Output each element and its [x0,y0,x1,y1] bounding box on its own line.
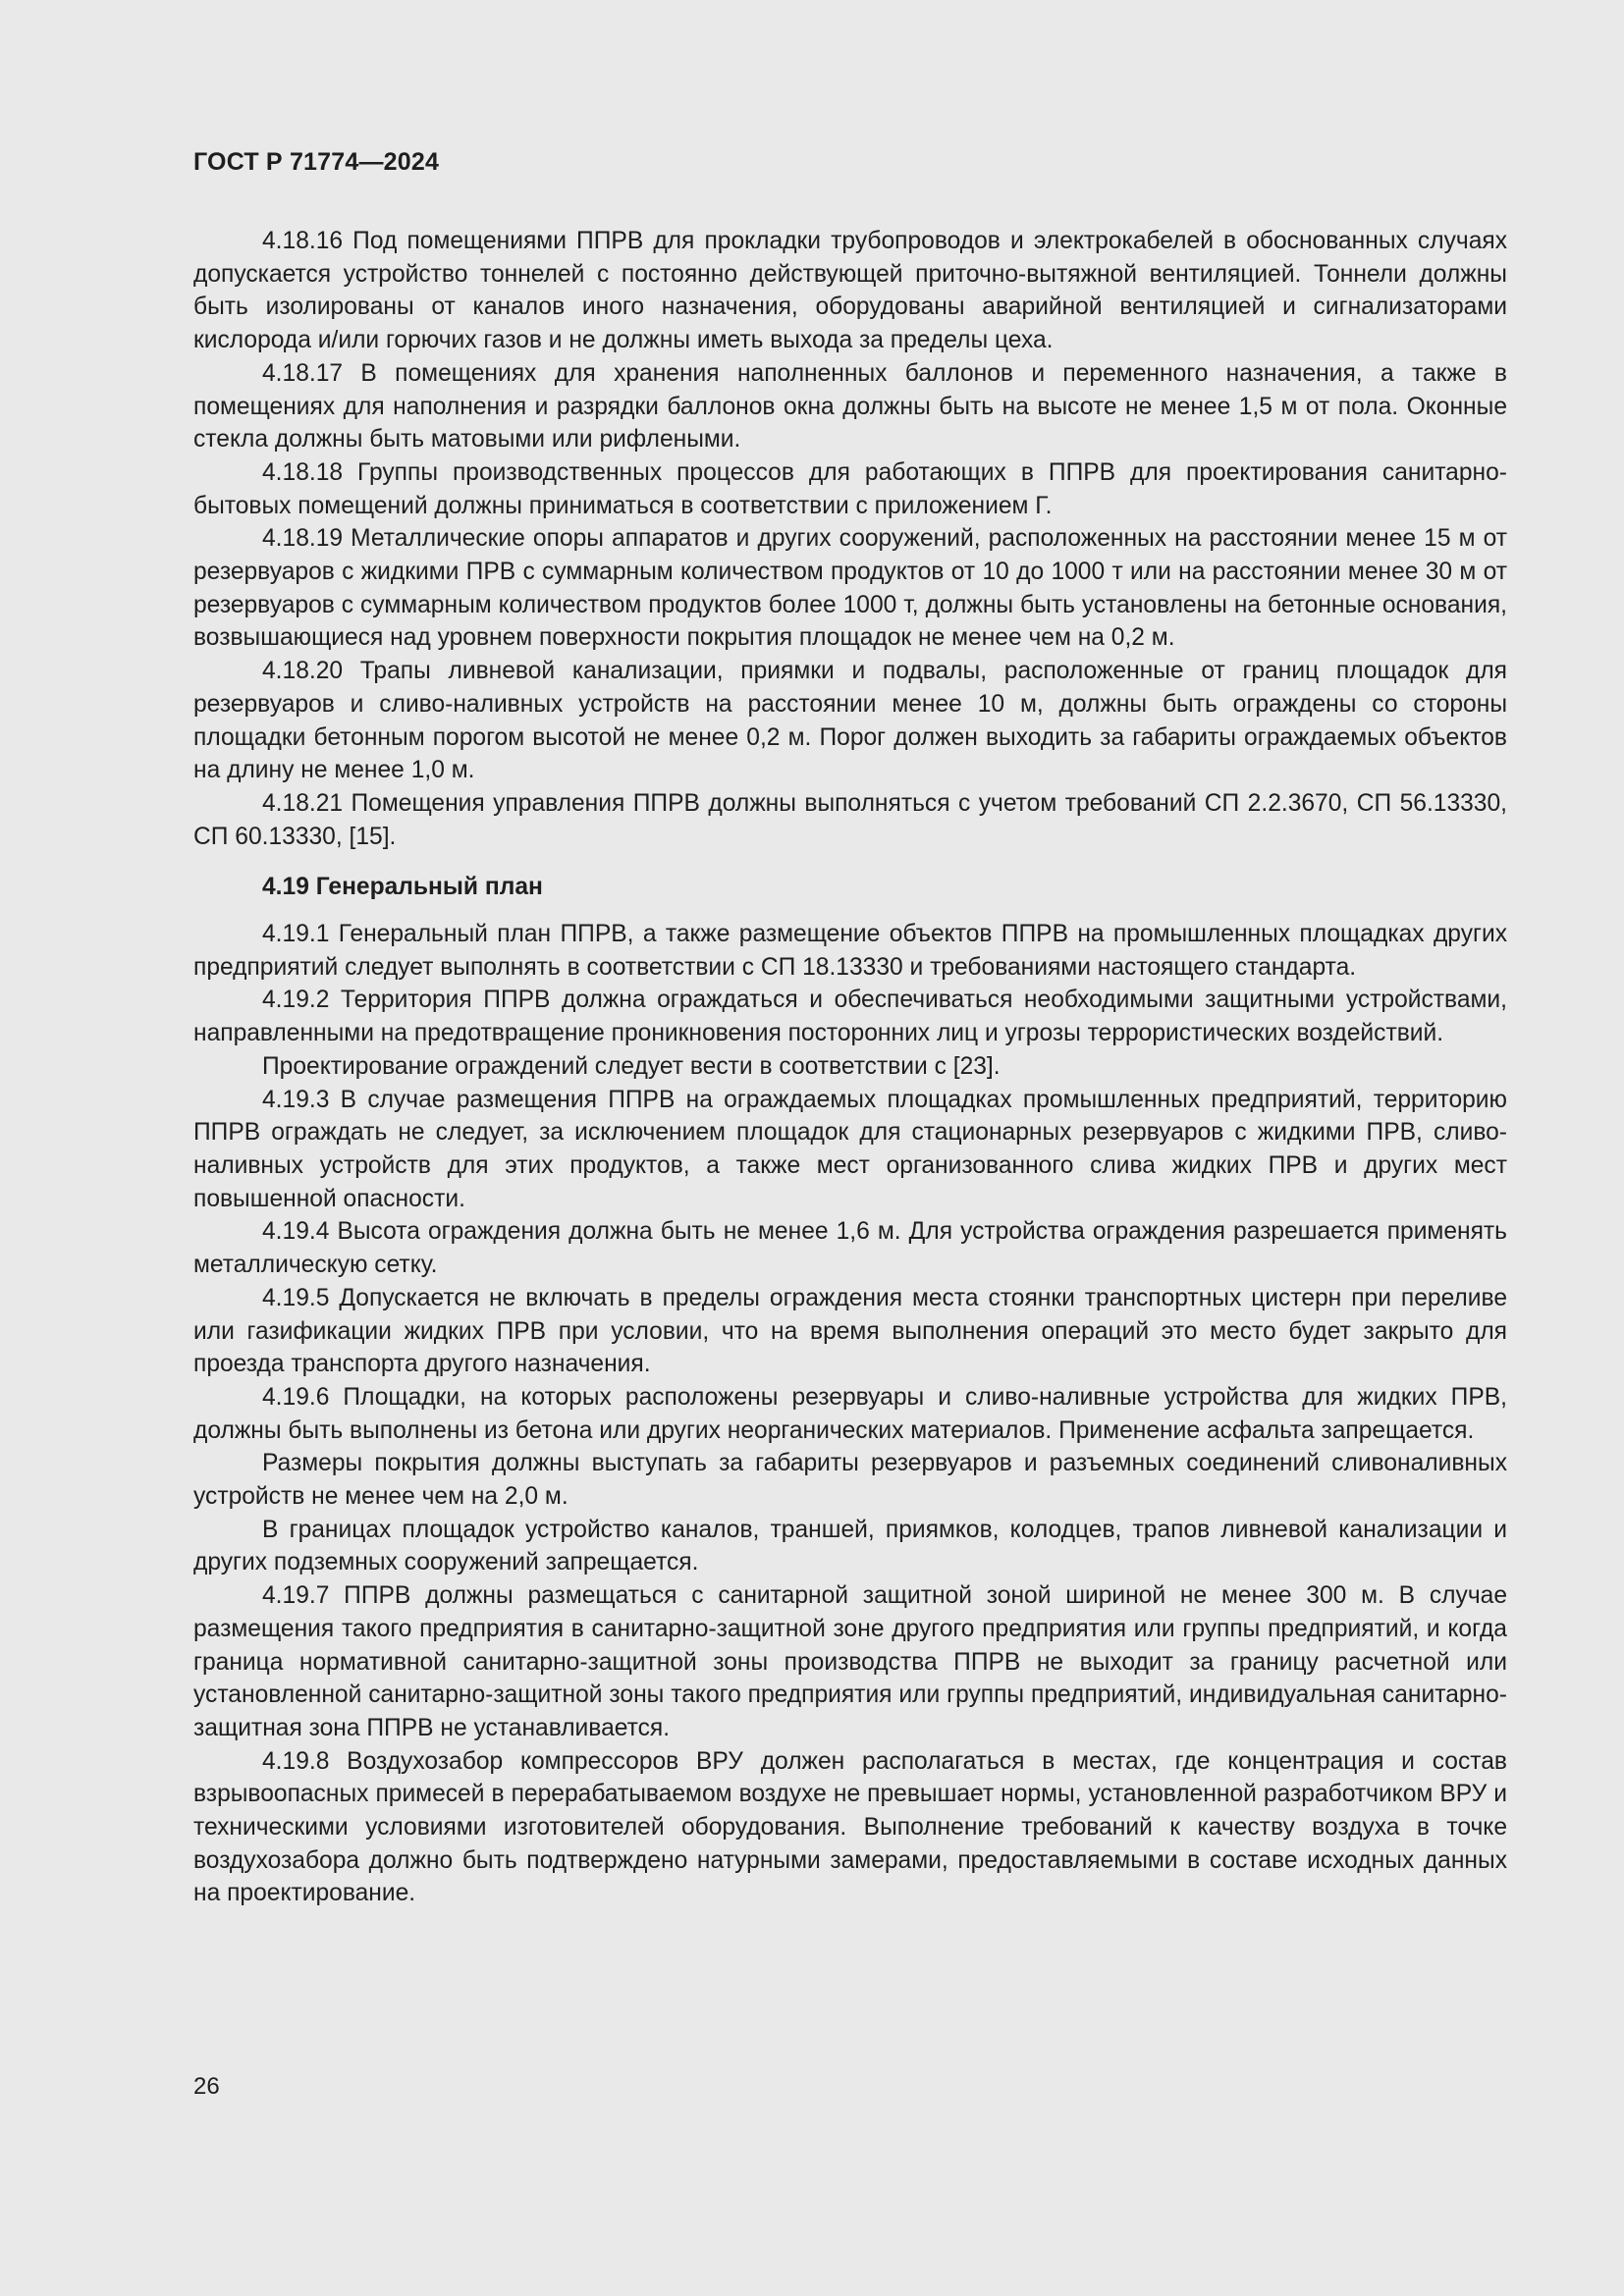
paragraph-4-18-17: 4.18.17 В помещениях для хранения наполненных баллонов и переменного назначения, а также в помещениях для наполнения и разрядки баллонов окна должны быть на высоте не менее 1,5 м от пола. Оконные стекла должны быть матовыми или рифлеными. [193,359,1507,454]
paragraph-4-19-6: 4.19.6 Площадки, на которых расположены резервуары и сливо-наливные устройства для жидких ПРВ, должны быть выполнены из бетона или других неорганических материалов. Применение асфальта запрещается. [193,1383,1507,1444]
paragraph-coating-size: Размеры покрытия должны выступать за габариты резервуаров и разъемных соединений сливоналивных устройств не менее чем на 2,0 м. [193,1450,1507,1511]
paragraph-4-18-16: 4.18.16 Под помещениями ППРВ для прокладки трубопроводов и электрокабелей в обоснованных случаях допускается устройство тоннелей с постоянно действующей приточно-вытяжной вентиляцией. Тоннели должны быть изолированы от каналов иного назначения, оборудованы аварийной вентиляцией и сигнализаторами кислорода и/или горючих газов и не должны иметь выхода за пределы цеха. [193,228,1507,354]
paragraph-4-19-7: 4.19.7 ППРВ должны размещаться с санитарной защитной зоной шириной не менее 300 м. В случае размещения такого предприятия в санитарно-защитной зоне другого предприятия или группы предприятий, и когда граница нормативной санитарно-защитной зоны производства ППРВ не выходит за границу расчетной или установленной санитарно-защитной зоны такого предприятия или группы предприятий, индивидуальная санитарно-защитная зона ППРВ не устанавливается. [193,1582,1507,1741]
document-header: ГОСТ Р 71774—2024 [193,148,440,176]
paragraph-4-19-3: 4.19.3 В случае размещения ППРВ на ограждаемых площадках промышленных предприятий, территорию ППРВ ограждать не следует, за исключением площадок для стационарных резервуаров с жидкими ПРВ, сливо-наливных устройств для этих продуктов, а также мест организованного слива жидких ПРВ и других мест повышенной опасности. [193,1086,1507,1212]
section-heading-4-19: 4.19 Генеральный план [262,874,543,901]
paragraph-4-19-4: 4.19.4 Высота ограждения должна быть не менее 1,6 м. Для устройства ограждения разрешается применять металлическую сетку. [193,1218,1507,1279]
paragraph-4-19-1: 4.19.1 Генеральный план ППРВ, а также размещение объектов ППРВ на промышленных площадках других предприятий следует выполнять в соответствии с СП 18.13330 и требованиями настоящего стандарта. [193,921,1507,981]
paragraph-4-18-20: 4.18.20 Трапы ливневой канализации, приямки и подвалы, расположенные от границ площадок для резервуаров и сливо-наливных устройств на расстоянии менее 10 м, должны быть ограждены со стороны площадки бетонным порогом высотой не менее 0,2 м. Порог должен выходить за габариты ограждаемых объектов на длину не менее 1,0 м. [193,658,1507,784]
paragraph-4-18-19: 4.18.19 Металлические опоры аппаратов и других сооружений, расположенных на расстоянии менее 15 м от резервуаров с жидкими ПРВ с суммарным количеством продуктов от 10 до 1000 т или на расстоянии менее 30 м от резервуаров с суммарным количеством продуктов более 1000 т, должны быть установлены на бетонные основания, возвышающиеся над уровнем поверхности покрытия площадок не менее чем на 0,2 м. [193,525,1507,652]
paragraph-site-boundaries: В границах площадок устройство каналов, траншей, приямков, колодцев, трапов ливневой канализации и других подземных сооружений запрещается. [193,1516,1507,1576]
paragraph-4-19-8: 4.19.8 Воздухозабор компрессоров ВРУ должен располагаться в местах, где концентрация и состав взрывоопасных примесей в перерабатываемом воздухе не превышает нормы, установленной разработчиком ВРУ и техническими условиями изготовителей оборудования. Выполнение требований к качеству воздуха в точке воздухозабора должно быть подтверждено натурными замерами, предоставляемыми в составе исходных данных на проектирование. [193,1747,1507,1907]
document-body [193,225,1507,1910]
paragraph-4-19-5: 4.19.5 Допускается не включать в пределы ограждения места стоянки транспортных цистерн при переливе или газификации жидких ПРВ при условии, что на время выполнения операций это место будет закрыто для проезда транспорта другого назначения. [193,1284,1507,1378]
paragraph-4-19-2: 4.19.2 Территория ППРВ должна ограждаться и обеспечиваться необходимыми защитными устройствами, направленными на предотвращение проникновения посторонних лиц и угрозы террористических воздействий. [193,987,1507,1047]
page-number: 26 [193,2073,220,2100]
paragraph-4-18-21: 4.18.21 Помещения управления ППРВ должны выполняться с учетом требований СП 2.2.3670, СП 56.13330, СП 60.13330, [15]. [193,789,1507,850]
paragraph-4-18-18: 4.18.18 Группы производственных процессов для работающих в ППРВ для проектирования санитарно-бытовых помещений должны приниматься в соответствии с приложением Г. [193,458,1507,519]
paragraph-fence-design: Проектирование ограждений следует вести в соответствии с [23]. [262,1052,1001,1080]
